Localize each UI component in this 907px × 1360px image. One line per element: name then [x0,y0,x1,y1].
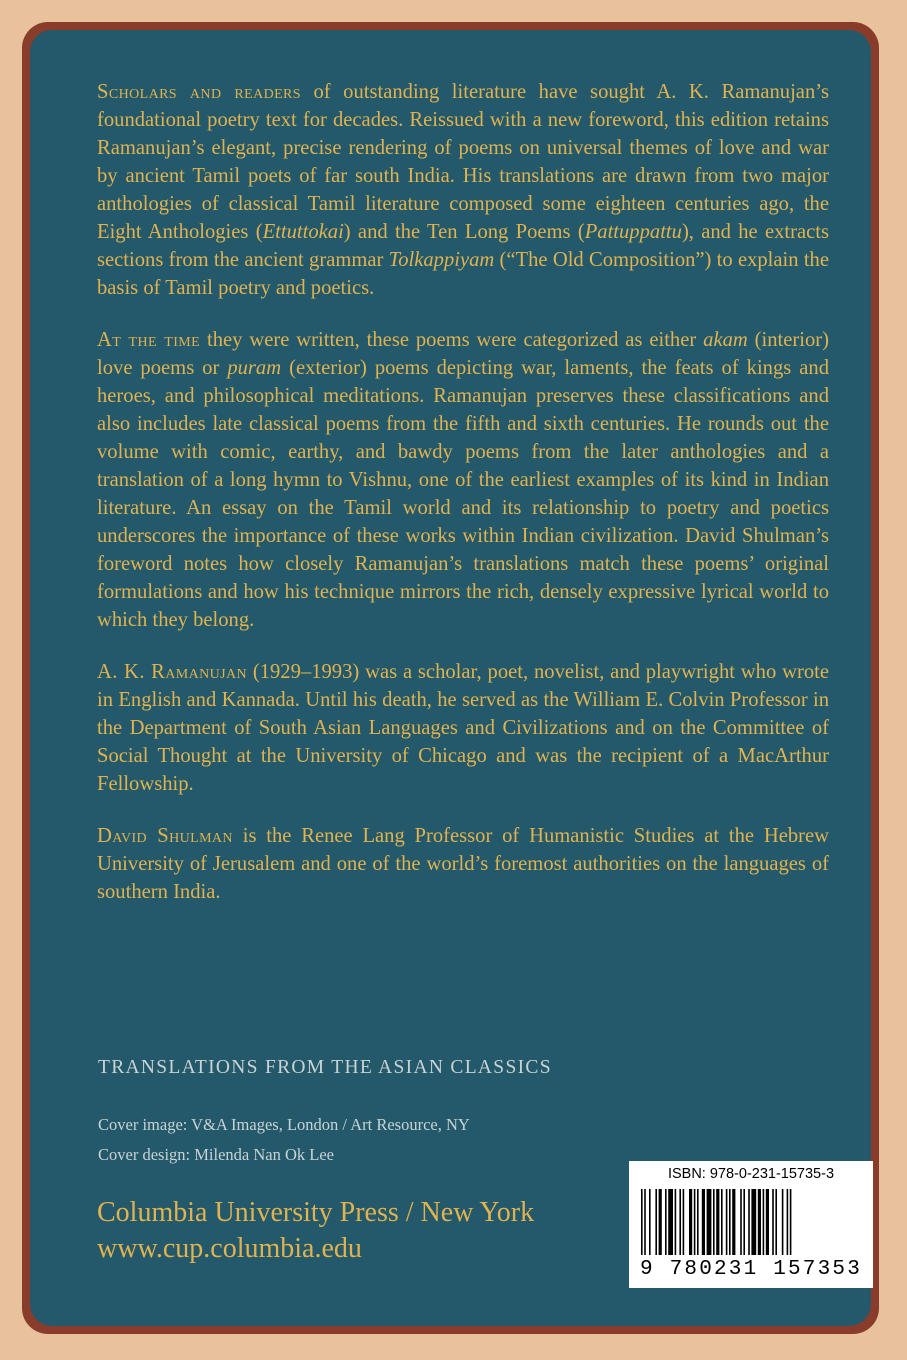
series-title: TRANSLATIONS FROM THE ASIAN CLASSICS [98,1057,552,1078]
barcode-digits: 9 780231 157353 [639,1258,863,1281]
isbn-barcode [629,1161,873,1288]
publisher-name: Columbia University Press / New York [97,1197,535,1228]
cover-image-credit: Cover image: V&A Images, London / Art Resource, NY [98,1115,470,1134]
isbn-label: ISBN: 978-0-231-15735-3 [667,1166,835,1182]
publisher-block [97,1195,534,1267]
lead-in: At the time [97,329,201,351]
paragraph-author-bio: A. K. Ramanujan (1929–1993) was a scholar, poet, novelist, and playwright who wrote in English and Kannada. Until his death, he served as the William E. Colvin Professor in the Department of South Asian Languages and Civilizations and on the Committee of Social Thought at the University of Chicago and was the recipient of a MacArthur Fellowship. [97,661,829,795]
publisher-url: www.cup.columbia.edu [97,1233,362,1264]
paragraph-contents: At the time they were written, these poems were categorized as either akam (interior) love poems or puram (exterior) poems depicting war, laments, the feats of kings and heroes, and philosophical meditations. Ramanujan preserves these classifications and also includes late classical poems from the fifth and sixth centuries. He rounds out the volume with comic, earthy, and bawdy poems from the later anthologies and a translation of a long hymn to Vishnu, one of the earliest examples of its kind in Indian literature. An essay on the Tamil world and its relationship to poetry and poetics underscores the importance of these works within Indian civilization. David Shulman’s foreword notes how closely Ramanujan’s translations match these poems’ original formulations and how his technique mirrors the rich, densely expressive lyrical world to which they belong. [97,329,829,631]
cover-design-credit: Cover design: Milenda Nan Ok Lee [98,1145,334,1164]
lead-in: A. K. Ramanujan [97,661,248,683]
blurb-text [97,78,829,930]
barcode-bars [639,1189,863,1257]
paragraph-description: Scholars and readers of outstanding literature have sought A. K. Ramanujan’s foundational poetry text for decades. Reissued with a new foreword, this edition retains Ramanujan’s elegant, precise rendering of poems on universal themes of love and war by ancient Tamil poets of far south India. His translations are drawn from two major anthologies of classical Tamil literature composed some eighteen centuries ago, the Eight Anthologies (Ettuttokai) and the Ten Long Poems (Pattuppattu), and he extracts sections from the ancient grammar Tolkappiyam (“The Old Composition”) to explain the basis of Tamil poetry and poetics. [97,81,829,299]
lead-in: Scholars and readers [97,81,301,103]
lead-in: David Shulman [97,825,233,847]
paragraph-foreword-bio: David Shulman is the Renee Lang Professor of Humanistic Studies at the Hebrew University of Jerusalem and one of the world’s foremost authorities on the languages of southern India. [97,825,830,903]
